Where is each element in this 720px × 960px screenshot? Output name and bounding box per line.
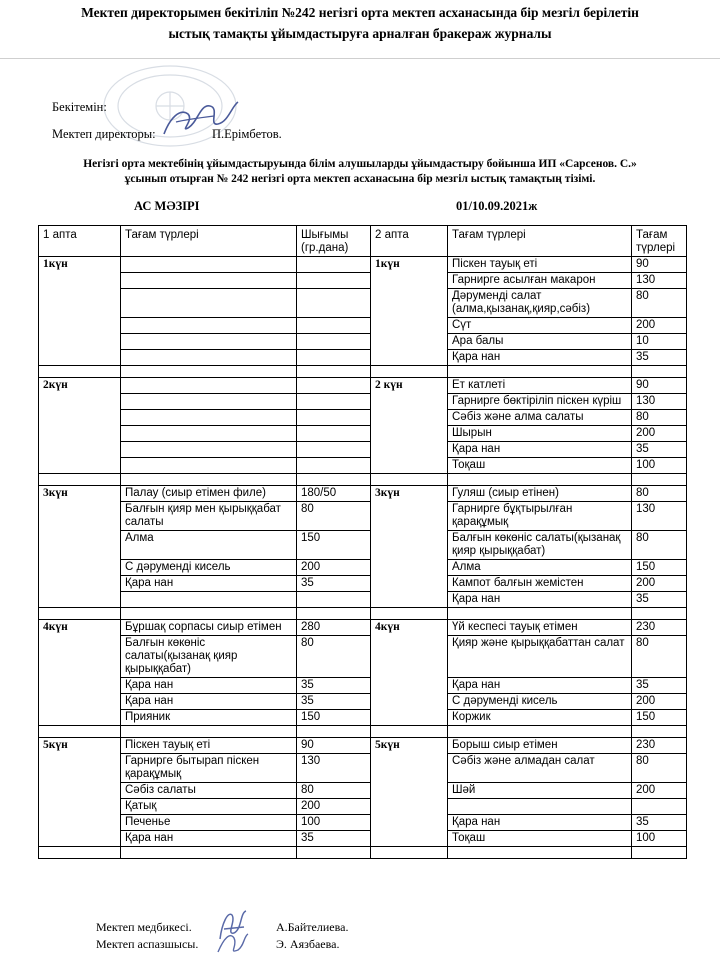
week2-yield-cell: 10 xyxy=(632,334,687,350)
header-dish-types-1: Тағам түрлері xyxy=(121,226,297,257)
week1-yield-cell: 280 xyxy=(297,620,371,636)
week1-dish-cell xyxy=(121,592,297,608)
week1-dish-cell xyxy=(121,378,297,394)
week1-yield-cell: 150 xyxy=(297,531,371,560)
week1-dish-cell: Палау (сиыр етімен филе) xyxy=(121,486,297,502)
week1-yield-cell: 100 xyxy=(297,815,371,831)
table-row xyxy=(39,754,687,783)
week1-yield-cell xyxy=(297,350,371,366)
table-row xyxy=(39,783,687,799)
separator-cell xyxy=(448,726,632,738)
table-row xyxy=(39,318,687,334)
week1-yield-cell: 80 xyxy=(297,502,371,531)
table-row xyxy=(39,394,687,410)
week2-dish-cell: Борыш сиыр етімен xyxy=(448,738,632,754)
week1-day-label: 5күн xyxy=(39,738,121,847)
table-row xyxy=(39,620,687,636)
description-line-2: ұсынып отырған № 242 негізгі орта мектеп асханасына бір мезгіл ыстық тамақтың тізімі. xyxy=(124,173,596,185)
week2-dish-cell: Піскен тауық еті xyxy=(448,257,632,273)
separator-cell xyxy=(39,847,121,859)
separator-cell xyxy=(121,608,297,620)
day-separator-row xyxy=(39,474,687,486)
separator-cell xyxy=(121,366,297,378)
table-row xyxy=(39,442,687,458)
week2-yield-cell: 130 xyxy=(632,273,687,289)
separator-cell xyxy=(39,474,121,486)
separator-cell xyxy=(371,847,448,859)
week2-yield-cell: 230 xyxy=(632,738,687,754)
week1-yield-cell xyxy=(297,410,371,426)
separator-cell xyxy=(297,847,371,859)
table-row xyxy=(39,502,687,531)
header-dish-types-2: Тағам түрлері xyxy=(448,226,632,257)
week1-yield-cell xyxy=(297,273,371,289)
separator-cell xyxy=(297,366,371,378)
nurse-label: Мектеп медбикесі. xyxy=(96,920,192,934)
week2-dish-cell: Тоқаш xyxy=(448,458,632,474)
director-name: П.Ерімбетов. xyxy=(212,127,282,141)
separator-cell xyxy=(632,474,687,486)
week2-dish-cell: Қара нан xyxy=(448,350,632,366)
week2-dish-cell: Дәруменді салат (алма,қызанақ,қияр,сәбіз) xyxy=(448,289,632,318)
separator-cell xyxy=(632,608,687,620)
separator-cell xyxy=(121,726,297,738)
week2-yield-cell: 90 xyxy=(632,378,687,394)
week1-dish-cell xyxy=(121,257,297,273)
table-row xyxy=(39,592,687,608)
week1-dish-cell xyxy=(121,273,297,289)
table-row xyxy=(39,831,687,847)
week1-day-label: 4күн xyxy=(39,620,121,726)
separator-cell xyxy=(371,726,448,738)
menu-date: 01/10.09.2021ж xyxy=(456,199,538,213)
week1-dish-cell: Гарнирге бытырап піскен қарақұмық xyxy=(121,754,297,783)
document-title xyxy=(0,2,720,44)
week2-yield-cell: 80 xyxy=(632,410,687,426)
week2-day-label: 1күн xyxy=(371,257,448,366)
week1-yield-cell: 35 xyxy=(297,694,371,710)
week2-day-label: 5күн xyxy=(371,738,448,847)
week1-dish-cell xyxy=(121,350,297,366)
week2-dish-cell: Гуляш (сиыр етінен) xyxy=(448,486,632,502)
week2-yield-cell: 200 xyxy=(632,426,687,442)
table-row xyxy=(39,334,687,350)
separator-cell xyxy=(448,847,632,859)
week1-yield-cell: 35 xyxy=(297,831,371,847)
table-row xyxy=(39,636,687,678)
week2-dish-cell: Сәбіз және алма салаты xyxy=(448,410,632,426)
week2-yield-cell: 80 xyxy=(632,289,687,318)
week2-dish-cell: Ет катлеті xyxy=(448,378,632,394)
table-row xyxy=(39,531,687,560)
week1-yield-cell: 200 xyxy=(297,560,371,576)
nurse-name: А.Байтелиева. xyxy=(276,920,349,934)
week1-yield-cell xyxy=(297,592,371,608)
separator-cell xyxy=(632,366,687,378)
director-label: Мектеп директоры: xyxy=(52,127,156,141)
week1-yield-cell xyxy=(297,394,371,410)
separator-cell xyxy=(121,474,297,486)
week1-yield-cell xyxy=(297,318,371,334)
separator-cell xyxy=(632,847,687,859)
week1-dish-cell xyxy=(121,318,297,334)
week1-dish-cell: Алма xyxy=(121,531,297,560)
week1-dish-cell: С дәруменді кисель xyxy=(121,560,297,576)
separator-cell xyxy=(632,726,687,738)
week2-yield-cell: 230 xyxy=(632,620,687,636)
description-line-1: Негізгі орта мектебінің ұйымдастыруында білім алушыларды ұйымдастыру бойынша ИП «Сарсенов. С.» xyxy=(83,158,637,170)
separator-cell xyxy=(121,847,297,859)
table-row xyxy=(39,486,687,502)
week2-dish-cell: Кампот балғын жемістен xyxy=(448,576,632,592)
week1-yield-cell xyxy=(297,442,371,458)
table-row xyxy=(39,257,687,273)
week1-day-label: 2күн xyxy=(39,378,121,474)
week1-dish-cell xyxy=(121,458,297,474)
director-signature-icon xyxy=(158,96,244,140)
separator-cell xyxy=(448,474,632,486)
week2-dish-cell xyxy=(448,799,632,815)
week1-dish-cell: Прияник xyxy=(121,710,297,726)
week1-yield-cell xyxy=(297,334,371,350)
week2-day-label: 4күн xyxy=(371,620,448,726)
week2-yield-cell: 35 xyxy=(632,678,687,694)
week1-yield-cell: 80 xyxy=(297,783,371,799)
week2-yield-cell: 200 xyxy=(632,694,687,710)
table-row xyxy=(39,410,687,426)
week2-dish-cell: Қияр және қырыққабаттан салат xyxy=(448,636,632,678)
week1-yield-cell xyxy=(297,289,371,318)
menu-table xyxy=(38,225,687,859)
header-dish-types-3: Тағам түрлері xyxy=(632,226,687,257)
week1-dish-cell: Қара нан xyxy=(121,678,297,694)
week1-dish-cell xyxy=(121,410,297,426)
week1-yield-cell xyxy=(297,378,371,394)
week2-dish-cell: Коржик xyxy=(448,710,632,726)
week1-dish-cell: Печенье xyxy=(121,815,297,831)
week2-yield-cell: 130 xyxy=(632,394,687,410)
week2-yield-cell: 35 xyxy=(632,815,687,831)
day-separator-row xyxy=(39,847,687,859)
separator-cell xyxy=(371,608,448,620)
week2-day-label: 3күн xyxy=(371,486,448,608)
week2-dish-cell: Шәй xyxy=(448,783,632,799)
table-row xyxy=(39,710,687,726)
header-week1: 1 апта xyxy=(39,226,121,257)
week2-yield-cell: 80 xyxy=(632,531,687,560)
week1-yield-cell: 200 xyxy=(297,799,371,815)
week1-dish-cell: Піскен тауық еті xyxy=(121,738,297,754)
week2-dish-cell: Қара нан xyxy=(448,815,632,831)
title-line-2: ыстық тамақты ұйымдастыруға арналған бракераж журналы xyxy=(168,26,552,41)
week2-day-label: 2 күн xyxy=(371,378,448,474)
separator-cell xyxy=(448,366,632,378)
table-header-row xyxy=(39,226,687,257)
week2-yield-cell: 200 xyxy=(632,318,687,334)
week2-dish-cell: Балғын көкөніс салаты(қызанақ қияр қырыққабат) xyxy=(448,531,632,560)
week2-dish-cell: Гарнирге бұқтырылған қарақұмық xyxy=(448,502,632,531)
week2-dish-cell: Қара нан xyxy=(448,442,632,458)
header-yield: Шығымы (гр.дана) xyxy=(297,226,371,257)
week1-dish-cell xyxy=(121,394,297,410)
week2-yield-cell: 200 xyxy=(632,783,687,799)
day-separator-row xyxy=(39,366,687,378)
week2-dish-cell: Сүт xyxy=(448,318,632,334)
week2-yield-cell xyxy=(632,799,687,815)
week1-dish-cell: Қара нан xyxy=(121,694,297,710)
week1-dish-cell: Қара нан xyxy=(121,576,297,592)
separator-cell xyxy=(297,608,371,620)
separator-cell xyxy=(297,474,371,486)
week1-dish-cell: Балғын көкөніс салаты(қызанақ қияр қырыққабат) xyxy=(121,636,297,678)
table-row xyxy=(39,378,687,394)
week1-day-label: 1күн xyxy=(39,257,121,366)
week2-dish-cell: Гарнирге асылған макарон xyxy=(448,273,632,289)
cook-name: Э. Аязбаева. xyxy=(276,937,340,951)
week2-dish-cell: Қара нан xyxy=(448,592,632,608)
week1-day-label: 3күн xyxy=(39,486,121,608)
week2-yield-cell: 130 xyxy=(632,502,687,531)
week1-dish-cell xyxy=(121,289,297,318)
week2-yield-cell: 80 xyxy=(632,486,687,502)
week1-yield-cell: 35 xyxy=(297,576,371,592)
week1-yield-cell: 150 xyxy=(297,710,371,726)
header-week2: 2 апта xyxy=(371,226,448,257)
week2-yield-cell: 35 xyxy=(632,592,687,608)
week1-dish-cell: Балғын қияр мен қырыққабат салаты xyxy=(121,502,297,531)
week2-dish-cell: Үй кеспесі тауық етімен xyxy=(448,620,632,636)
week2-dish-cell: Тоқаш xyxy=(448,831,632,847)
table-row xyxy=(39,289,687,318)
separator-cell xyxy=(371,366,448,378)
separator-cell xyxy=(39,608,121,620)
approval-label: Бекітемін: xyxy=(52,100,107,114)
table-row xyxy=(39,426,687,442)
table-row xyxy=(39,694,687,710)
table-row xyxy=(39,815,687,831)
week2-dish-cell: Сәбіз және алмадан салат xyxy=(448,754,632,783)
table-row xyxy=(39,678,687,694)
divider xyxy=(0,58,720,59)
week1-yield-cell: 130 xyxy=(297,754,371,783)
week2-yield-cell: 100 xyxy=(632,458,687,474)
separator-cell xyxy=(39,726,121,738)
separator-cell xyxy=(39,366,121,378)
week2-dish-cell: Қара нан xyxy=(448,678,632,694)
week2-yield-cell: 100 xyxy=(632,831,687,847)
week1-yield-cell xyxy=(297,257,371,273)
week2-dish-cell: Ара балы xyxy=(448,334,632,350)
separator-cell xyxy=(371,474,448,486)
week2-dish-cell: Гарнирге бөктіріліп піскен күріш xyxy=(448,394,632,410)
week2-yield-cell: 80 xyxy=(632,636,687,678)
table-row xyxy=(39,273,687,289)
separator-cell xyxy=(448,608,632,620)
week1-dish-cell xyxy=(121,442,297,458)
week1-yield-cell: 90 xyxy=(297,738,371,754)
day-separator-row xyxy=(39,726,687,738)
week2-dish-cell: Шырын xyxy=(448,426,632,442)
week2-yield-cell: 35 xyxy=(632,350,687,366)
week1-yield-cell xyxy=(297,458,371,474)
week1-dish-cell: Қатық xyxy=(121,799,297,815)
title-line-1: Мектеп директорымен бекітіліп №242 негізгі орта мектеп асханасында бір мезгіл берілетін xyxy=(81,5,639,20)
table-row xyxy=(39,799,687,815)
week1-yield-cell: 35 xyxy=(297,678,371,694)
table-row xyxy=(39,350,687,366)
week1-yield-cell xyxy=(297,426,371,442)
menu-title: АС МӘЗІРІ xyxy=(134,199,200,213)
cook-signature-icon xyxy=(214,928,250,958)
week1-yield-cell: 80 xyxy=(297,636,371,678)
table-row xyxy=(39,576,687,592)
week1-dish-cell xyxy=(121,426,297,442)
week2-yield-cell: 35 xyxy=(632,442,687,458)
table-row xyxy=(39,738,687,754)
week2-yield-cell: 200 xyxy=(632,576,687,592)
separator-cell xyxy=(297,726,371,738)
week2-yield-cell: 150 xyxy=(632,710,687,726)
week2-dish-cell: Алма xyxy=(448,560,632,576)
week1-dish-cell: Бұршақ сорпасы сиыр етімен xyxy=(121,620,297,636)
week2-yield-cell: 80 xyxy=(632,754,687,783)
week1-dish-cell xyxy=(121,334,297,350)
cook-label: Мектеп аспазшысы. xyxy=(96,937,199,951)
day-separator-row xyxy=(39,608,687,620)
week2-yield-cell: 90 xyxy=(632,257,687,273)
table-row xyxy=(39,560,687,576)
week2-yield-cell: 150 xyxy=(632,560,687,576)
week2-dish-cell: С дәруменді кисель xyxy=(448,694,632,710)
week1-dish-cell: Сәбіз салаты xyxy=(121,783,297,799)
week1-yield-cell: 180/50 xyxy=(297,486,371,502)
table-row xyxy=(39,458,687,474)
week1-dish-cell: Қара нан xyxy=(121,831,297,847)
